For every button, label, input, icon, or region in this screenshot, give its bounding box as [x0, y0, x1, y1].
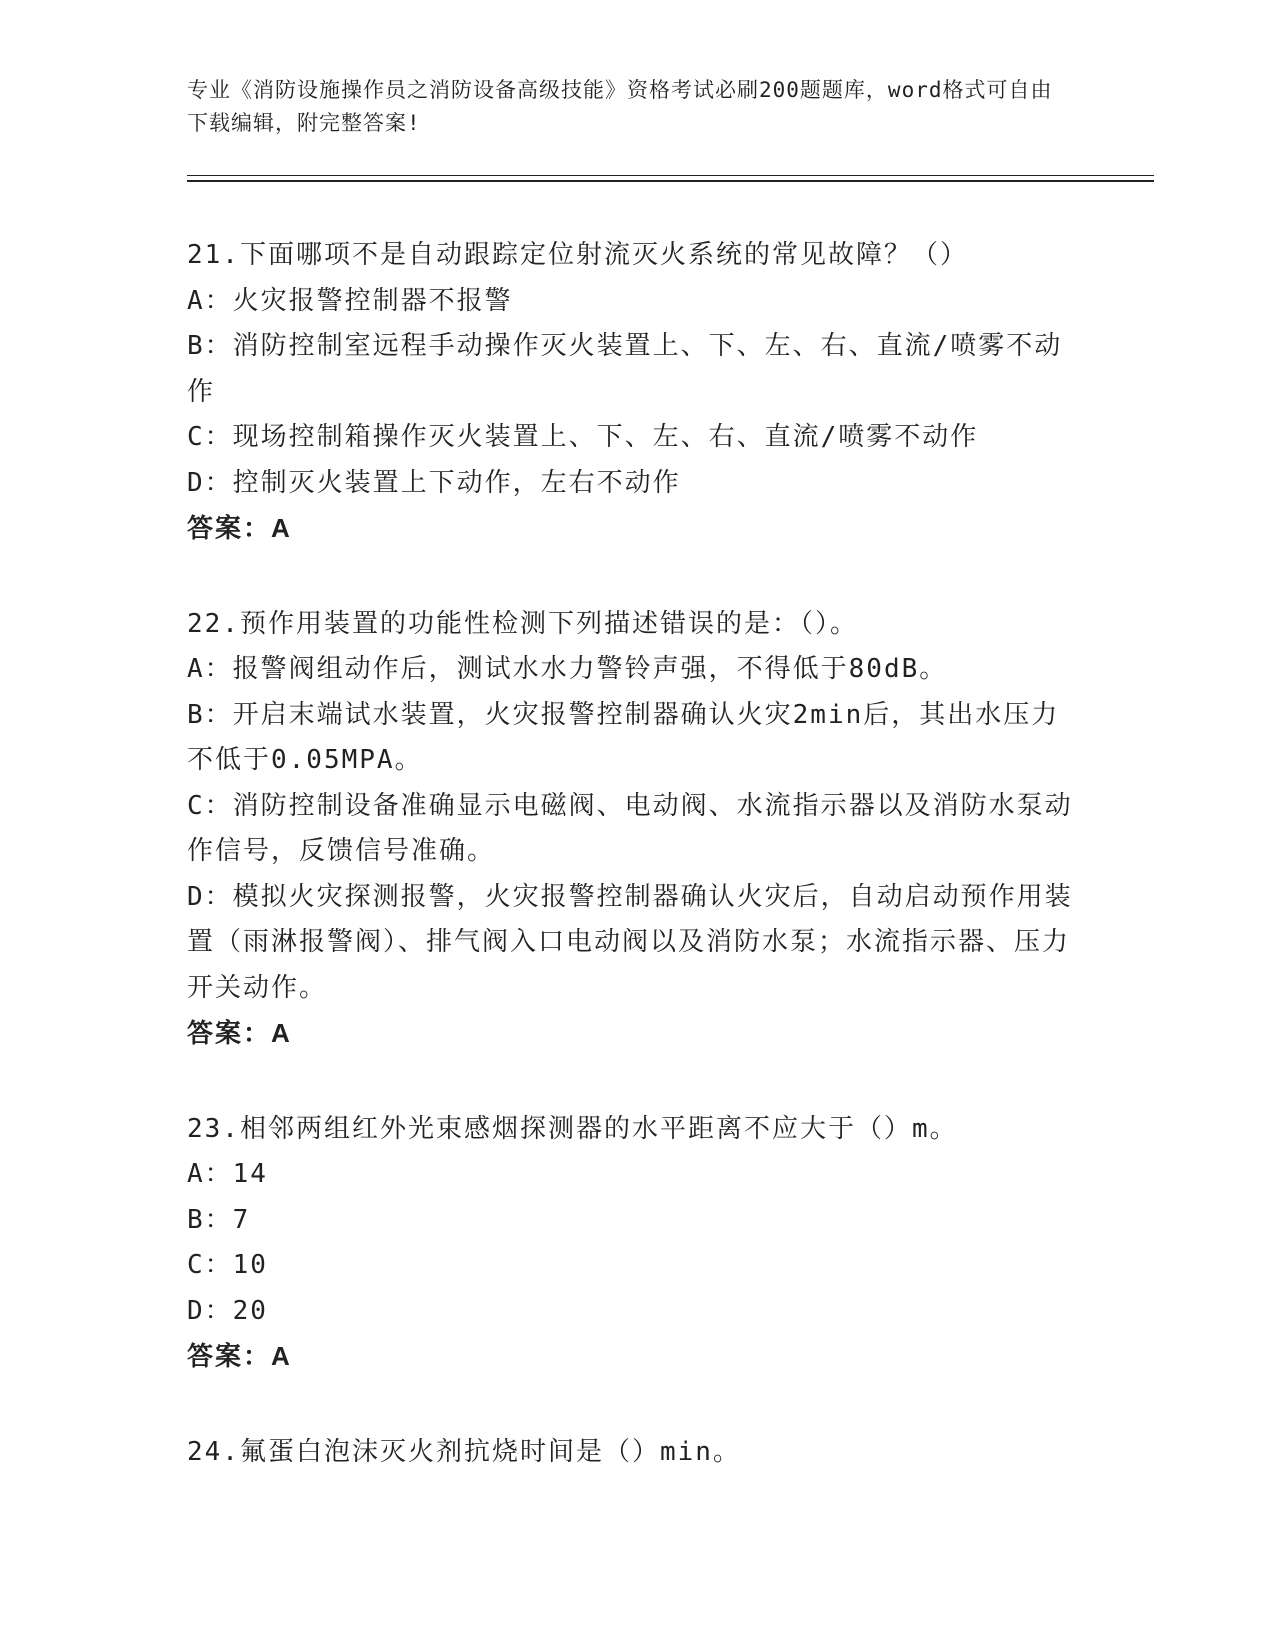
question-23 — [187, 1107, 1087, 1380]
question-21 — [187, 233, 1087, 552]
option-d: D：模拟火灾探测报警，火灾报警控制器确认火灾后，自动启动预作用装置（雨淋报警阀）、排气阀入口电动阀以及消防水泵；水流指示器、压力开关动作。 — [187, 881, 1073, 1003]
document-header: 专业《消防设施操作员之消防设备高级技能》资格考试必刷200题题库，word格式可自由下载编辑，附完整答案! — [187, 78, 1053, 135]
option-b: B：消防控制室远程手动操作灭火装置上、下、左、右、直流/喷雾不动作 — [187, 331, 1063, 407]
question-stem: 22.预作用装置的功能性检测下列描述错误的是：（）。 — [187, 608, 858, 639]
option-c: C：消防控制设备准确显示电磁阀、电动阀、水流指示器以及消防水泵动作信号，反馈信号准确。 — [187, 790, 1073, 866]
option-a: A：14 — [187, 1159, 268, 1189]
option-c: C：现场控制箱操作灭火装置上、下、左、右、直流/喷雾不动作 — [187, 422, 979, 452]
option-d: D：20 — [187, 1295, 268, 1326]
question-list — [187, 233, 1087, 1525]
option-d: D：控制灭火装置上下动作，左右不动作 — [187, 467, 681, 498]
header-divider-thick — [187, 180, 1154, 182]
question-24 — [187, 1430, 1087, 1476]
option-c: C：10 — [187, 1250, 268, 1280]
question-stem: 21.下面哪项不是自动跟踪定位射流灭火系统的常见故障？（） — [187, 240, 968, 270]
answer-label: 答案：A — [187, 1341, 292, 1371]
question-22 — [187, 602, 1087, 1057]
option-a: A：火灾报警控制器不报警 — [187, 285, 513, 316]
answer-label: 答案：A — [187, 513, 292, 543]
question-stem: 23.相邻两组红外光束感烟探测器的水平距离不应大于（）m。 — [187, 1113, 958, 1144]
answer-label: 答案：A — [187, 1018, 292, 1048]
header-divider-thin — [187, 175, 1154, 176]
question-stem: 24.氟蛋白泡沫灭火剂抗烧时间是（）min。 — [187, 1436, 741, 1467]
option-b: B：开启末端试水装置，火灾报警控制器确认火灾2min后，其出水压力不低于0.05MPA。 — [187, 699, 1060, 775]
option-b: B：7 — [187, 1204, 251, 1235]
option-a: A：报警阀组动作后，测试水水力警铃声强，不得低于80dB。 — [187, 654, 948, 684]
